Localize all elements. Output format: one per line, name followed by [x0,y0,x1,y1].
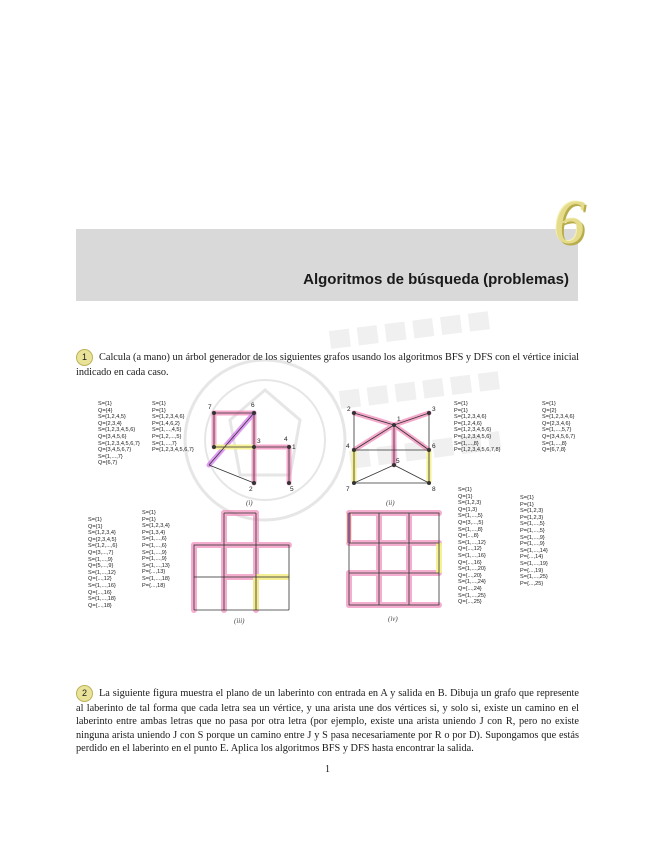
vertex-label: 7 [208,404,212,411]
vertex-label: 5 [396,458,400,465]
graph-ii [346,406,436,507]
handwritten-note-bfs-4: S={1} Q={1} S={1,2,3} Q={1,3} S={1,...,5} Q={3,...,5} S={1,...,8} Q={...,8} S={1,...,12} Q={...,12} S={1,...,16} Q={...,16} S={1,...,20} Q={...,20} S={1,...,24} Q={...,24} S={1,...,25} Q={...,25} [458,487,486,606]
handwritten-note-bfs-3: S={1} Q={1} S={1,2,3,4} Q={2,3,4,5} S={1,2,...,6} Q={3,...,7} S={1,...,9} Q={5,...,9} S={1,...,12} Q={...,12} S={1,...,16} Q={...,16} S={1,...,18} Q={...,18} [88,517,118,609]
graph-i [208,402,296,507]
problem-number-badge: 1 [76,349,93,366]
handwritten-note-bfs-1: S={1} Q={4} S={1,2,4,5} Q={2,3,4} S={1,2,3,4,5,6} Q={3,4,5,6} S={1,2,3,4,5,6,7} Q={3,4,5,6,7} S={1,...,7} Q={6,7} [98,401,140,467]
problem-text: La siguiente figura muestra el plano de un laberinto con entrada en A y salida en B. Dibuja un grafo que represente al laberinto de tal forma que cada letra sea un vértice, y una arista une dos vértices si, y solo si, existe un camino en el laberinto entre ambas letras que no pasa por otra letra (por ejemplo, existe una arista uniendo J con R, pero no existe ninguna arista uniendo J con S porque un camino entre J y S pasa necesariamente por R o por D). Supongamos que estás perdido en el laberinto en el punto E. Aplica los algoritmos BFS y DFS hasta encontrar la salida. [76,687,579,755]
chapter-number: 6 [554,189,585,257]
handwritten-note-dfs-1: S={1} P={1} S={1,2,3,4,6} P={1,4,6,2} S={1,...,4,5} P={1,2,...,5} S={1,...,7} P={1,2,3,4,5,6,7} [152,401,194,454]
vertex-label: 5 [290,486,294,493]
vertex-label: 2 [347,406,351,413]
vertex-label: 6 [432,443,436,450]
vertex-label: 4 [346,443,350,450]
problem-1 [76,349,579,379]
vertex-label: 6 [251,402,255,409]
graph-caption: (ii) [386,499,395,507]
vertex-label: 3 [432,406,436,413]
problem-number-badge: 2 [76,685,93,702]
graph-caption: (i) [246,499,253,507]
chapter-band [76,229,578,301]
problem-2 [76,685,579,756]
problem-text: Calcula (a mano) un árbol generador de los siguientes grafos usando los algoritmos BFS y DFS con el vértice inicial indicado en cada caso. [76,351,579,378]
graph-caption: (iii) [234,617,245,625]
handwritten-note-dfs-4: S={1} P={1} S={1,2,3} P={1,2,3} S={1,...,5} P={1,...,5} S={1,...,9} P={1,...,9} S={1,...,14} P={...,14} S={1,...,19} P={...,19} S={1,...,25} P={...,25} [520,495,548,587]
vertex-label: 3 [257,438,261,445]
vertex-label: 4 [284,436,288,443]
handwritten-note-dfs-3: S={1} P={1} S={1,2,3,4} P={1,3,4} S={1,...,6} P={1,...,6} S={1,...,9} P={1,...,9} S={1,...,13} P={...,13} S={1,...,18} P={...,18} [142,510,170,589]
handwritten-note-dfs-2: S={1} P={1} S={1,2,3,4,6} P={1,2,4,6} S={1,2,3,4,5,6} P={1,2,3,4,5,6} S={1,...,8} P={1,2,3,4,5,6,7,8} [454,401,501,454]
page-number: 1 [325,764,330,775]
vertex-label: 8 [432,486,436,493]
vertex-label: 2 [249,486,253,493]
chapter-title: Algoritmos de búsqueda (problemas) [303,271,569,288]
vertex-label: 1 [397,416,401,423]
vertex-label: 7 [346,486,350,493]
graph-iii [194,513,289,625]
graph-iv [349,513,439,623]
graph-exercises-figure [84,395,579,650]
handwritten-note-bfs-2: S={1} Q={2} S={1,2,3,4,6} Q={2,3,4,6} S={1,...,5,7} Q={3,4,5,6,7} S={1,...,8} Q={6,7,8} [542,401,576,454]
graph-caption: (iv) [388,615,398,623]
vertex-label: 1 [292,444,296,451]
